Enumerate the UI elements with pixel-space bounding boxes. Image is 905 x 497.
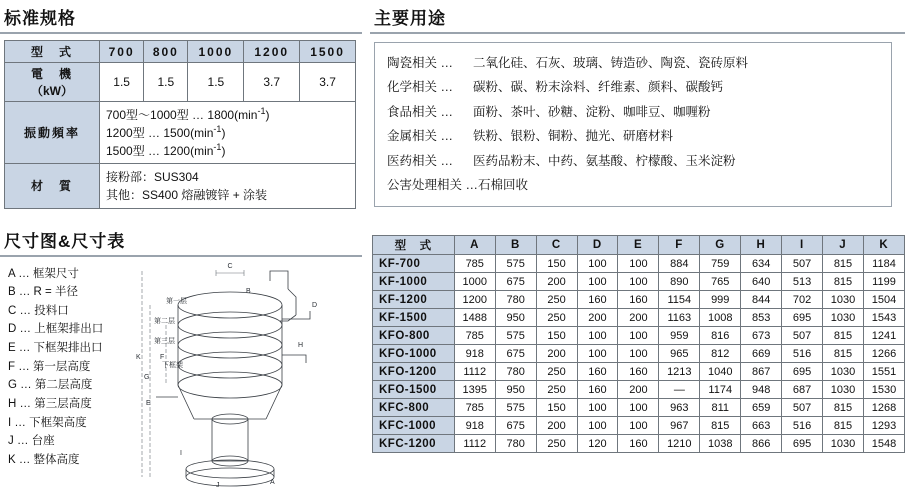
freq-line-1 (106, 105, 349, 123)
dim-cell-b: 575 (495, 255, 536, 273)
legend-item-e: E … 下框架排出口 (8, 342, 103, 355)
drawing-label-i: I (180, 449, 182, 457)
dim-col-i: I (782, 236, 823, 255)
dim-cell-h: 948 (741, 381, 782, 399)
dim-cell-f: 1210 (659, 435, 700, 453)
freq-line-1-unit: (min (234, 108, 258, 122)
table-row (373, 363, 905, 381)
uses-row-food (387, 100, 881, 124)
uses-row-pharma (387, 149, 881, 173)
dim-cell-k: 1551 (863, 363, 904, 381)
dim-cell-e: 100 (618, 273, 659, 291)
dim-cell-g: 765 (700, 273, 741, 291)
drawing-label-c: C (227, 262, 233, 270)
drawing-layer2-label: 第二层 (154, 317, 175, 325)
dim-col-d: D (577, 236, 618, 255)
spec-frequency-label: 振動頻率 (5, 102, 100, 164)
uses-text-food: 面粉、茶叶、砂糖、淀粉、咖啡豆、咖喱粉 (473, 104, 711, 119)
drawing-layer1-label: 第一层 (166, 297, 187, 305)
freq-line-1-tail: ) (265, 108, 270, 122)
spec-material-label: 材 質 (5, 163, 100, 208)
dim-col-c: C (536, 236, 577, 255)
dim-cell-k: 1199 (863, 273, 904, 291)
dim-cell-a: 1488 (454, 309, 495, 327)
dim-cell-f: 959 (659, 327, 700, 345)
dim-cell-k: 1293 (863, 417, 904, 435)
dim-cell-e: 160 (618, 291, 659, 309)
freq-line-3-sup: -1 (213, 142, 222, 153)
dim-cell-h: 844 (741, 291, 782, 309)
dim-cell-f: 965 (659, 345, 700, 363)
table-row (373, 309, 905, 327)
dim-cell-k: 1530 (863, 381, 904, 399)
uses-text-metal: 铁粉、银粉、铜粉、抛光、研磨材料 (473, 129, 674, 144)
freq-line-3-model: 1500型 … (106, 144, 161, 159)
dim-col-b: B (495, 236, 536, 255)
dim-cell-model: KFC-1200 (373, 435, 455, 453)
dim-cell-d: 100 (577, 345, 618, 363)
dim-cell-f: 1163 (659, 309, 700, 327)
drawing-frame-label: 下框架 (162, 361, 183, 369)
uses-label-pollution: 公害处理相关 … (387, 177, 478, 192)
dim-cell-h: 867 (741, 363, 782, 381)
dim-cell-model: KF-1200 (373, 291, 455, 309)
dim-cell-model: KF-700 (373, 255, 455, 273)
spec-material-values (100, 163, 356, 208)
dim-cell-a: 1000 (454, 273, 495, 291)
dim-cell-model: KFO-1500 (373, 381, 455, 399)
sifter-machine-drawing (120, 259, 360, 489)
dim-cell-f: 1213 (659, 363, 700, 381)
dim-cell-c: 250 (536, 435, 577, 453)
dim-cell-g: 1008 (700, 309, 741, 327)
drawing-label-g: G (144, 373, 150, 381)
freq-line-2-value: 1500 (163, 126, 191, 141)
dim-cell-j: 815 (823, 327, 864, 345)
spec-motor-1200: 3.7 (244, 63, 300, 102)
dimension-table-body (373, 255, 905, 453)
dim-cell-b: 780 (495, 435, 536, 453)
freq-line-2-model: 1200型 … (106, 126, 161, 141)
dimension-drawing-area (0, 257, 362, 497)
dim-col-j: J (823, 236, 864, 255)
legend-item-h: H … 第三层高度 (8, 397, 92, 410)
table-row (373, 273, 905, 291)
dim-cell-a: 1112 (454, 363, 495, 381)
freq-line-3-value: 1200 (163, 144, 191, 159)
dim-cell-a: 918 (454, 345, 495, 363)
dim-cell-e: 160 (618, 363, 659, 381)
dim-cell-c: 150 (536, 399, 577, 417)
dim-cell-f: 967 (659, 417, 700, 435)
dim-cell-a: 1112 (454, 435, 495, 453)
freq-line-2 (106, 123, 349, 141)
dimension-table (372, 235, 905, 453)
spec-model-1500: 1500 (300, 41, 356, 63)
dim-cell-g: 999 (700, 291, 741, 309)
dim-cell-i: 695 (782, 363, 823, 381)
dim-cell-j: 1030 (823, 381, 864, 399)
dim-cell-h: 640 (741, 273, 782, 291)
freq-line-2-sup: -1 (213, 124, 222, 135)
dim-cell-b: 780 (495, 363, 536, 381)
legend-item-k: K … 整体高度 (8, 453, 80, 466)
freq-line-3 (106, 141, 349, 159)
dim-cell-c: 250 (536, 363, 577, 381)
right-column (370, 0, 905, 475)
drawing-label-a: A (270, 478, 275, 486)
dim-cell-i: 702 (782, 291, 823, 309)
dim-cell-h: 659 (741, 399, 782, 417)
dim-cell-j: 815 (823, 273, 864, 291)
table-row (373, 291, 905, 309)
dim-col-k: K (863, 236, 904, 255)
dimension-section-title: 尺寸图&尺寸表 (0, 223, 362, 257)
freq-line-2-unit: (min (190, 126, 214, 141)
freq-line-3-tail: ) (221, 144, 226, 159)
dim-cell-d: 200 (577, 309, 618, 327)
uses-label-ceramic: 陶瓷相关 … (387, 56, 453, 70)
dim-cell-b: 575 (495, 327, 536, 345)
dim-cell-i: 516 (782, 417, 823, 435)
dim-cell-k: 1543 (863, 309, 904, 327)
dim-cell-i: 513 (782, 273, 823, 291)
dim-cell-i: 695 (782, 309, 823, 327)
dim-cell-i: 516 (782, 345, 823, 363)
dim-cell-f: 963 (659, 399, 700, 417)
spec-motor-700: 1.5 (100, 63, 144, 102)
dim-cell-a: 1395 (454, 381, 495, 399)
spec-motor-label (5, 63, 100, 102)
dim-cell-model: KFC-1000 (373, 417, 455, 435)
dim-cell-a: 918 (454, 417, 495, 435)
dim-cell-j: 1030 (823, 291, 864, 309)
drawing-label-e: E (146, 399, 151, 407)
dim-cell-model: KFC-800 (373, 399, 455, 417)
dim-cell-a: 785 (454, 255, 495, 273)
table-row (373, 399, 905, 417)
spec-frequency-row (5, 102, 356, 164)
dim-cell-d: 100 (577, 327, 618, 345)
spec-motor-label-text: 電 機 (30, 67, 73, 81)
dim-cell-c: 250 (536, 381, 577, 399)
dim-cell-g: 811 (700, 399, 741, 417)
dim-cell-g: 815 (700, 417, 741, 435)
spec-model-700: 700 (100, 41, 144, 63)
legend-item-c: C … 投料口 (8, 304, 69, 317)
legend-item-d: D … 上框架排出口 (8, 323, 104, 336)
dimension-legend (8, 265, 128, 470)
dim-col-a: A (454, 236, 495, 255)
standard-spec-table (4, 40, 356, 209)
uses-label-food: 食品相关 … (387, 104, 453, 119)
dim-cell-k: 1184 (863, 255, 904, 273)
dim-cell-model: KFO-1200 (373, 363, 455, 381)
uses-row-pollution (387, 173, 881, 197)
dim-cell-g: 759 (700, 255, 741, 273)
legend-item-i: I … 下框架高度 (8, 416, 87, 429)
dim-cell-d: 100 (577, 273, 618, 291)
dim-cell-c: 250 (536, 309, 577, 327)
table-row (373, 435, 905, 453)
dim-cell-i: 687 (782, 381, 823, 399)
dim-cell-c: 200 (536, 273, 577, 291)
material-line-1: 接粉部：SUS304 (106, 169, 199, 184)
dim-cell-e: 100 (618, 255, 659, 273)
dim-cell-model: KF-1000 (373, 273, 455, 291)
table-row (373, 381, 905, 399)
dim-cell-a: 785 (454, 327, 495, 345)
spec-header-row (5, 41, 356, 63)
dim-cell-e: 100 (618, 345, 659, 363)
dim-cell-c: 250 (536, 291, 577, 309)
uses-text-chemical: 碳粉、碳、粉末涂料、纤维素、颜料、碳酸钙 (473, 80, 724, 95)
legend-item-b: B … R = 半径 (8, 286, 78, 299)
dim-cell-j: 1030 (823, 363, 864, 381)
dim-cell-e: 100 (618, 399, 659, 417)
dim-cell-i: 695 (782, 435, 823, 453)
dim-cell-i: 507 (782, 327, 823, 345)
dim-cell-c: 150 (536, 327, 577, 345)
dim-cell-model: KFO-800 (373, 327, 455, 345)
dim-cell-e: 100 (618, 327, 659, 345)
dim-cell-b: 675 (495, 345, 536, 363)
dim-cell-g: 812 (700, 345, 741, 363)
dim-cell-j: 815 (823, 399, 864, 417)
dim-cell-e: 100 (618, 417, 659, 435)
drawing-label-h: H (298, 341, 304, 349)
uses-text-pollution: 石棉回收 (477, 177, 528, 192)
main-uses-box (374, 42, 892, 207)
left-column (0, 0, 362, 489)
table-row (373, 327, 905, 345)
freq-line-2-tail: ) (221, 126, 226, 141)
dim-cell-f: 890 (659, 273, 700, 291)
uses-label-metal: 金属相关 … (387, 129, 453, 144)
uses-row-metal (387, 124, 881, 148)
spec-frequency-values (100, 102, 356, 164)
drawing-layer3-label: 第三层 (154, 337, 175, 345)
spec-motor-row (5, 63, 356, 102)
dim-cell-d: 100 (577, 255, 618, 273)
uses-text-ceramic: 二氧化硅、石灰、玻璃、铸造砂、陶瓷、瓷砖原料 (473, 56, 749, 70)
dim-cell-k: 1504 (863, 291, 904, 309)
dim-cell-j: 815 (823, 417, 864, 435)
dim-cell-e: 200 (618, 381, 659, 399)
spec-material-row (5, 163, 356, 208)
dim-cell-d: 120 (577, 435, 618, 453)
drawing-label-b: B (246, 287, 251, 295)
drawing-label-f: F (160, 353, 165, 361)
dim-cell-i: 507 (782, 399, 823, 417)
dim-cell-g: 1174 (700, 381, 741, 399)
spec-motor-800: 1.5 (144, 63, 188, 102)
uses-text-pharma: 医药品粉末、中药、氨基酸、柠檬酸、玉米淀粉 (473, 153, 736, 168)
dimension-table-header (373, 236, 905, 255)
dim-cell-h: 866 (741, 435, 782, 453)
dim-cell-j: 1030 (823, 309, 864, 327)
dim-cell-g: 1040 (700, 363, 741, 381)
legend-item-f: F … 第一层高度 (8, 360, 91, 373)
dim-cell-h: 669 (741, 345, 782, 363)
legend-item-j: J … 台座 (8, 435, 55, 448)
dim-cell-d: 100 (577, 417, 618, 435)
dim-cell-k: 1548 (863, 435, 904, 453)
dim-cell-g: 816 (700, 327, 741, 345)
table-row (373, 345, 905, 363)
dim-cell-h: 853 (741, 309, 782, 327)
dim-cell-b: 950 (495, 309, 536, 327)
spec-motor-unit: （kW） (30, 84, 73, 98)
uses-row-chemical (387, 75, 881, 99)
dim-cell-f: — (659, 381, 700, 399)
spec-type-label: 型 式 (5, 41, 100, 63)
dim-cell-a: 1200 (454, 291, 495, 309)
dim-cell-d: 160 (577, 381, 618, 399)
dimension-table-wrap (372, 231, 905, 453)
dim-cell-k: 1268 (863, 399, 904, 417)
freq-line-3-unit: (min (190, 144, 214, 159)
dim-col-e: E (618, 236, 659, 255)
dim-cell-g: 1038 (700, 435, 741, 453)
dim-cell-h: 673 (741, 327, 782, 345)
dim-cell-f: 884 (659, 255, 700, 273)
dim-cell-model: KF-1500 (373, 309, 455, 327)
uses-label-chemical: 化学相关 … (387, 80, 453, 95)
legend-item-g: G … 第二层高度 (8, 379, 93, 392)
dim-col-f: F (659, 236, 700, 255)
uses-row-ceramic (387, 51, 881, 75)
drawing-label-d: D (312, 301, 318, 309)
table-row (373, 417, 905, 435)
dim-cell-a: 785 (454, 399, 495, 417)
drawing-label-j: J (216, 481, 220, 489)
material-line-2: 其他：SS400 熔融镀锌 + 涂装 (106, 187, 268, 202)
dim-cell-k: 1241 (863, 327, 904, 345)
dim-cell-i: 507 (782, 255, 823, 273)
spec-model-1200: 1200 (244, 41, 300, 63)
dim-col-g: G (700, 236, 741, 255)
dim-cell-c: 200 (536, 345, 577, 363)
spec-model-800: 800 (144, 41, 188, 63)
dim-cell-model: KFO-1000 (373, 345, 455, 363)
dim-cell-h: 634 (741, 255, 782, 273)
dim-cell-b: 575 (495, 399, 536, 417)
dim-cell-e: 200 (618, 309, 659, 327)
spec-motor-1000: 1.5 (188, 63, 244, 102)
dim-cell-c: 200 (536, 417, 577, 435)
dim-cell-d: 160 (577, 291, 618, 309)
dim-cell-f: 1154 (659, 291, 700, 309)
dim-cell-c: 150 (536, 255, 577, 273)
dim-cell-k: 1266 (863, 345, 904, 363)
uses-label-pharma: 医药相关 … (387, 153, 453, 168)
dim-cell-d: 160 (577, 363, 618, 381)
dim-col-type: 型 式 (373, 236, 455, 255)
dim-cell-j: 815 (823, 345, 864, 363)
dim-cell-d: 100 (577, 399, 618, 417)
freq-line-1-value: 1800 (207, 108, 235, 122)
dim-cell-b: 950 (495, 381, 536, 399)
drawing-label-k: K (136, 353, 141, 361)
dim-cell-j: 1030 (823, 435, 864, 453)
dim-cell-b: 675 (495, 273, 536, 291)
freq-line-1-model: 700型～1000型 … (106, 108, 205, 122)
dim-cell-e: 160 (618, 435, 659, 453)
spec-model-1000: 1000 (188, 41, 244, 63)
main-uses-title: 主要用途 (370, 0, 905, 34)
legend-item-a: A … 框架尺寸 (8, 267, 79, 280)
table-row (373, 255, 905, 273)
standard-spec-title: 标准规格 (0, 0, 362, 34)
dim-col-h: H (741, 236, 782, 255)
dim-cell-b: 675 (495, 417, 536, 435)
dim-cell-h: 663 (741, 417, 782, 435)
freq-line-1-sup: -1 (257, 106, 266, 116)
dim-cell-j: 815 (823, 255, 864, 273)
dim-cell-b: 780 (495, 291, 536, 309)
spec-motor-1500: 3.7 (300, 63, 356, 102)
